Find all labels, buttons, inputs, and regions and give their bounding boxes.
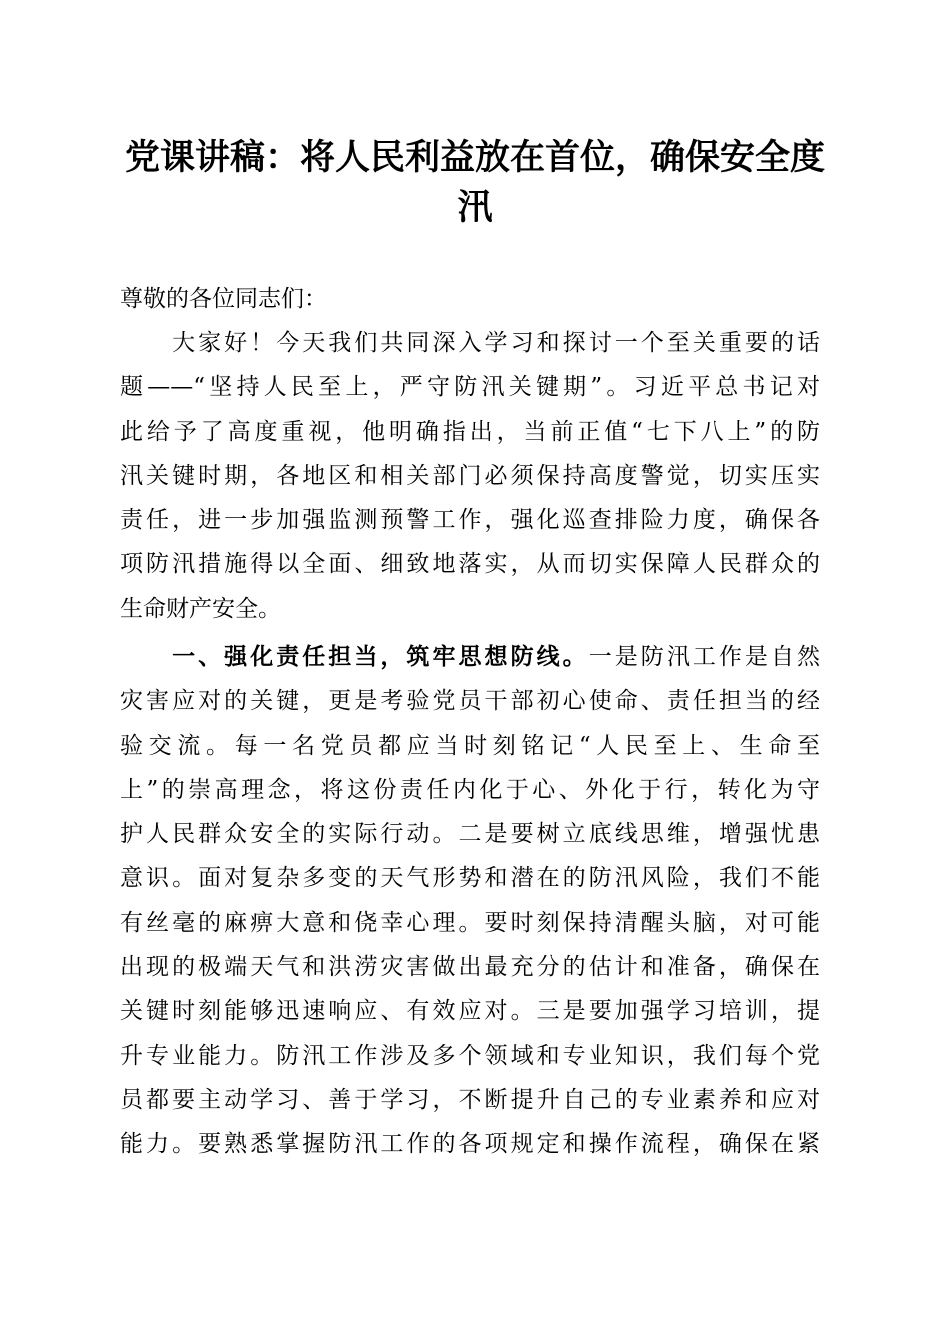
text-line: 大家好！今天我们共同深入学习和探讨一个至关重要的话 (120, 330, 820, 356)
text-line: 题——“坚持人民至上，严守防汛关键期”。习近平总书记对 (120, 374, 820, 401)
text-line: 汛关键时期，各地区和相关部门必须保持高度警觉，切实压实 (120, 462, 820, 489)
text-line: 此给予了高度重视，他明确指出，当前正值“七下八上”的防 (120, 418, 820, 445)
text-line: 有丝毫的麻痹大意和侥幸心理。要时刻保持清醒头脑，对可能 (120, 909, 820, 936)
text-line: 能力。要熟悉掌握防汛工作的各项规定和操作流程，确保在紧 (120, 1131, 820, 1158)
text-line: 护人民群众安全的实际行动。二是要树立底线思维，增强忧患 (120, 821, 820, 848)
text-line (120, 635, 820, 679)
section-heading: 一、强化责任担当，筑牢思想防线。 (120, 644, 589, 670)
text-line: 上”的崇高理念，将这份责任内化于心、外化于行，转化为守 (120, 776, 820, 803)
title-line-1: 党课讲稿：将人民利益放在首位，确保安全度 (124, 138, 825, 178)
text-line: 责任，进一步加强监测预警工作，强化巡查排险力度，确保各 (120, 507, 820, 534)
salutation: 尊敬的各位同志们： (120, 286, 327, 312)
text-line: 生命财产安全。 (120, 595, 281, 622)
text-line: 出现的极端天气和洪涝灾害做出最充分的估计和准备，确保在 (120, 954, 820, 981)
text-run: 一是防汛工作是自然 (588, 644, 821, 670)
paragraph-section-1 (120, 635, 820, 1167)
paragraph-intro (120, 321, 820, 631)
text-line: 验交流。每一名党员都应当时刻铭记“人民至上、生命至 (120, 732, 820, 759)
document-title (100, 133, 850, 233)
title-line-2: 汛 (457, 188, 493, 228)
text-line: 项防汛措施得以全面、细致地落实，从而切实保障人民群众的 (120, 551, 820, 578)
text-line: 员都要主动学习、善于学习，不断提升自己的专业素养和应对 (120, 1086, 820, 1113)
text-line: 意识。面对复杂多变的天气形势和潜在的防汛风险，我们不能 (120, 865, 820, 892)
text-line: 关键时刻能够迅速响应、有效应对。三是要加强学习培训，提 (120, 998, 820, 1025)
text-line: 升专业能力。防汛工作涉及多个领域和专业知识，我们每个党 (120, 1042, 820, 1069)
text-line: 灾害应对的关键，更是考验党员干部初心使命、责任担当的经 (120, 688, 820, 715)
